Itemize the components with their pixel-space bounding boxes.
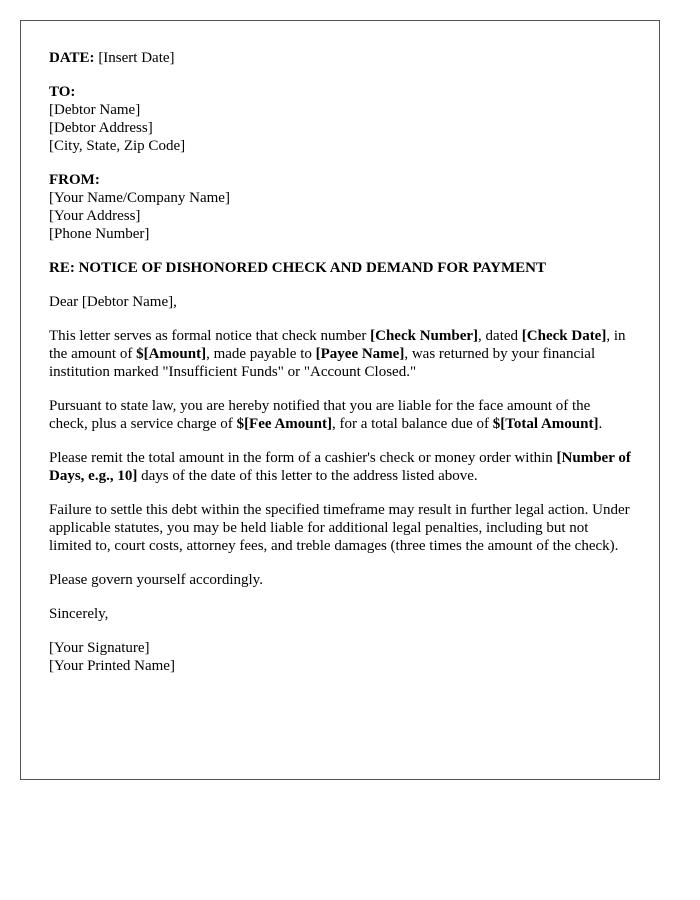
liability-text: , for a total balance due of [331, 416, 493, 432]
liability-paragraph [49, 397, 631, 433]
liability-text: . [598, 416, 603, 432]
date-line [49, 49, 631, 67]
notice-paragraph [49, 327, 631, 381]
date-value: [Insert Date] [94, 50, 175, 66]
letter-page [20, 20, 660, 780]
govern-paragraph: Please govern yourself accordingly. [49, 572, 263, 588]
fee-amount-field: $[Fee Amount] [236, 416, 332, 432]
sender-phone: [Phone Number] [49, 226, 150, 242]
notice-text: , made payable to [206, 346, 316, 362]
notice-text: , dated [478, 328, 522, 344]
notice-text: This letter serves as formal notice that check number [49, 328, 371, 344]
liability-text: Pursuant to state law, you are hereby notified that you are liable for the face amount of the check, plus a service charge of [49, 398, 591, 432]
salutation: Dear [Debtor Name], [49, 294, 177, 310]
debtor-city-state-zip: [City, State, Zip Code] [49, 138, 186, 154]
from-label: FROM: [49, 172, 100, 188]
payee-name-field: [Payee Name] [315, 346, 405, 362]
legal-action-paragraph: Failure to settle this debt within the specified timeframe may result in further legal action. Under applicable statutes, you may be held liable for additional legal penalties, including but not limited to, court costs, attorney fees, and treble damages (three times the amount of the check). [49, 502, 630, 554]
sender-address: [Your Address] [49, 208, 141, 224]
check-date-field: [Check Date] [521, 328, 607, 344]
printed-name-line: [Your Printed Name] [49, 658, 175, 674]
remittance-text: days of the date of this letter to the address listed above. [137, 468, 478, 484]
to-label: TO: [49, 84, 76, 100]
recipient-block [49, 83, 631, 155]
debtor-address: [Debtor Address] [49, 120, 153, 136]
days-field: [Number of Days, e.g., 10] [49, 450, 631, 484]
sender-block [49, 171, 631, 243]
remittance-paragraph [49, 449, 631, 485]
sender-name: [Your Name/Company Name] [49, 190, 230, 206]
check-number-field: [Check Number] [370, 328, 479, 344]
date-label: DATE: [49, 50, 95, 66]
notice-text: , was returned by your financial institution marked "Insufficient Funds" or "Account Closed." [49, 346, 596, 380]
total-amount-field: $[Total Amount] [492, 416, 599, 432]
signature-block [49, 639, 631, 675]
subject-line [49, 259, 631, 277]
signature-line: [Your Signature] [49, 640, 150, 656]
amount-field: $[Amount] [136, 346, 207, 362]
notice-text: , in the amount of [49, 328, 626, 362]
remittance-text: Please remit the total amount in the form of a cashier's check or money order within [49, 450, 557, 466]
subject-text: RE: NOTICE OF DISHONORED CHECK AND DEMAND FOR PAYMENT [49, 260, 546, 276]
closing: Sincerely, [49, 606, 109, 622]
debtor-name: [Debtor Name] [49, 102, 141, 118]
